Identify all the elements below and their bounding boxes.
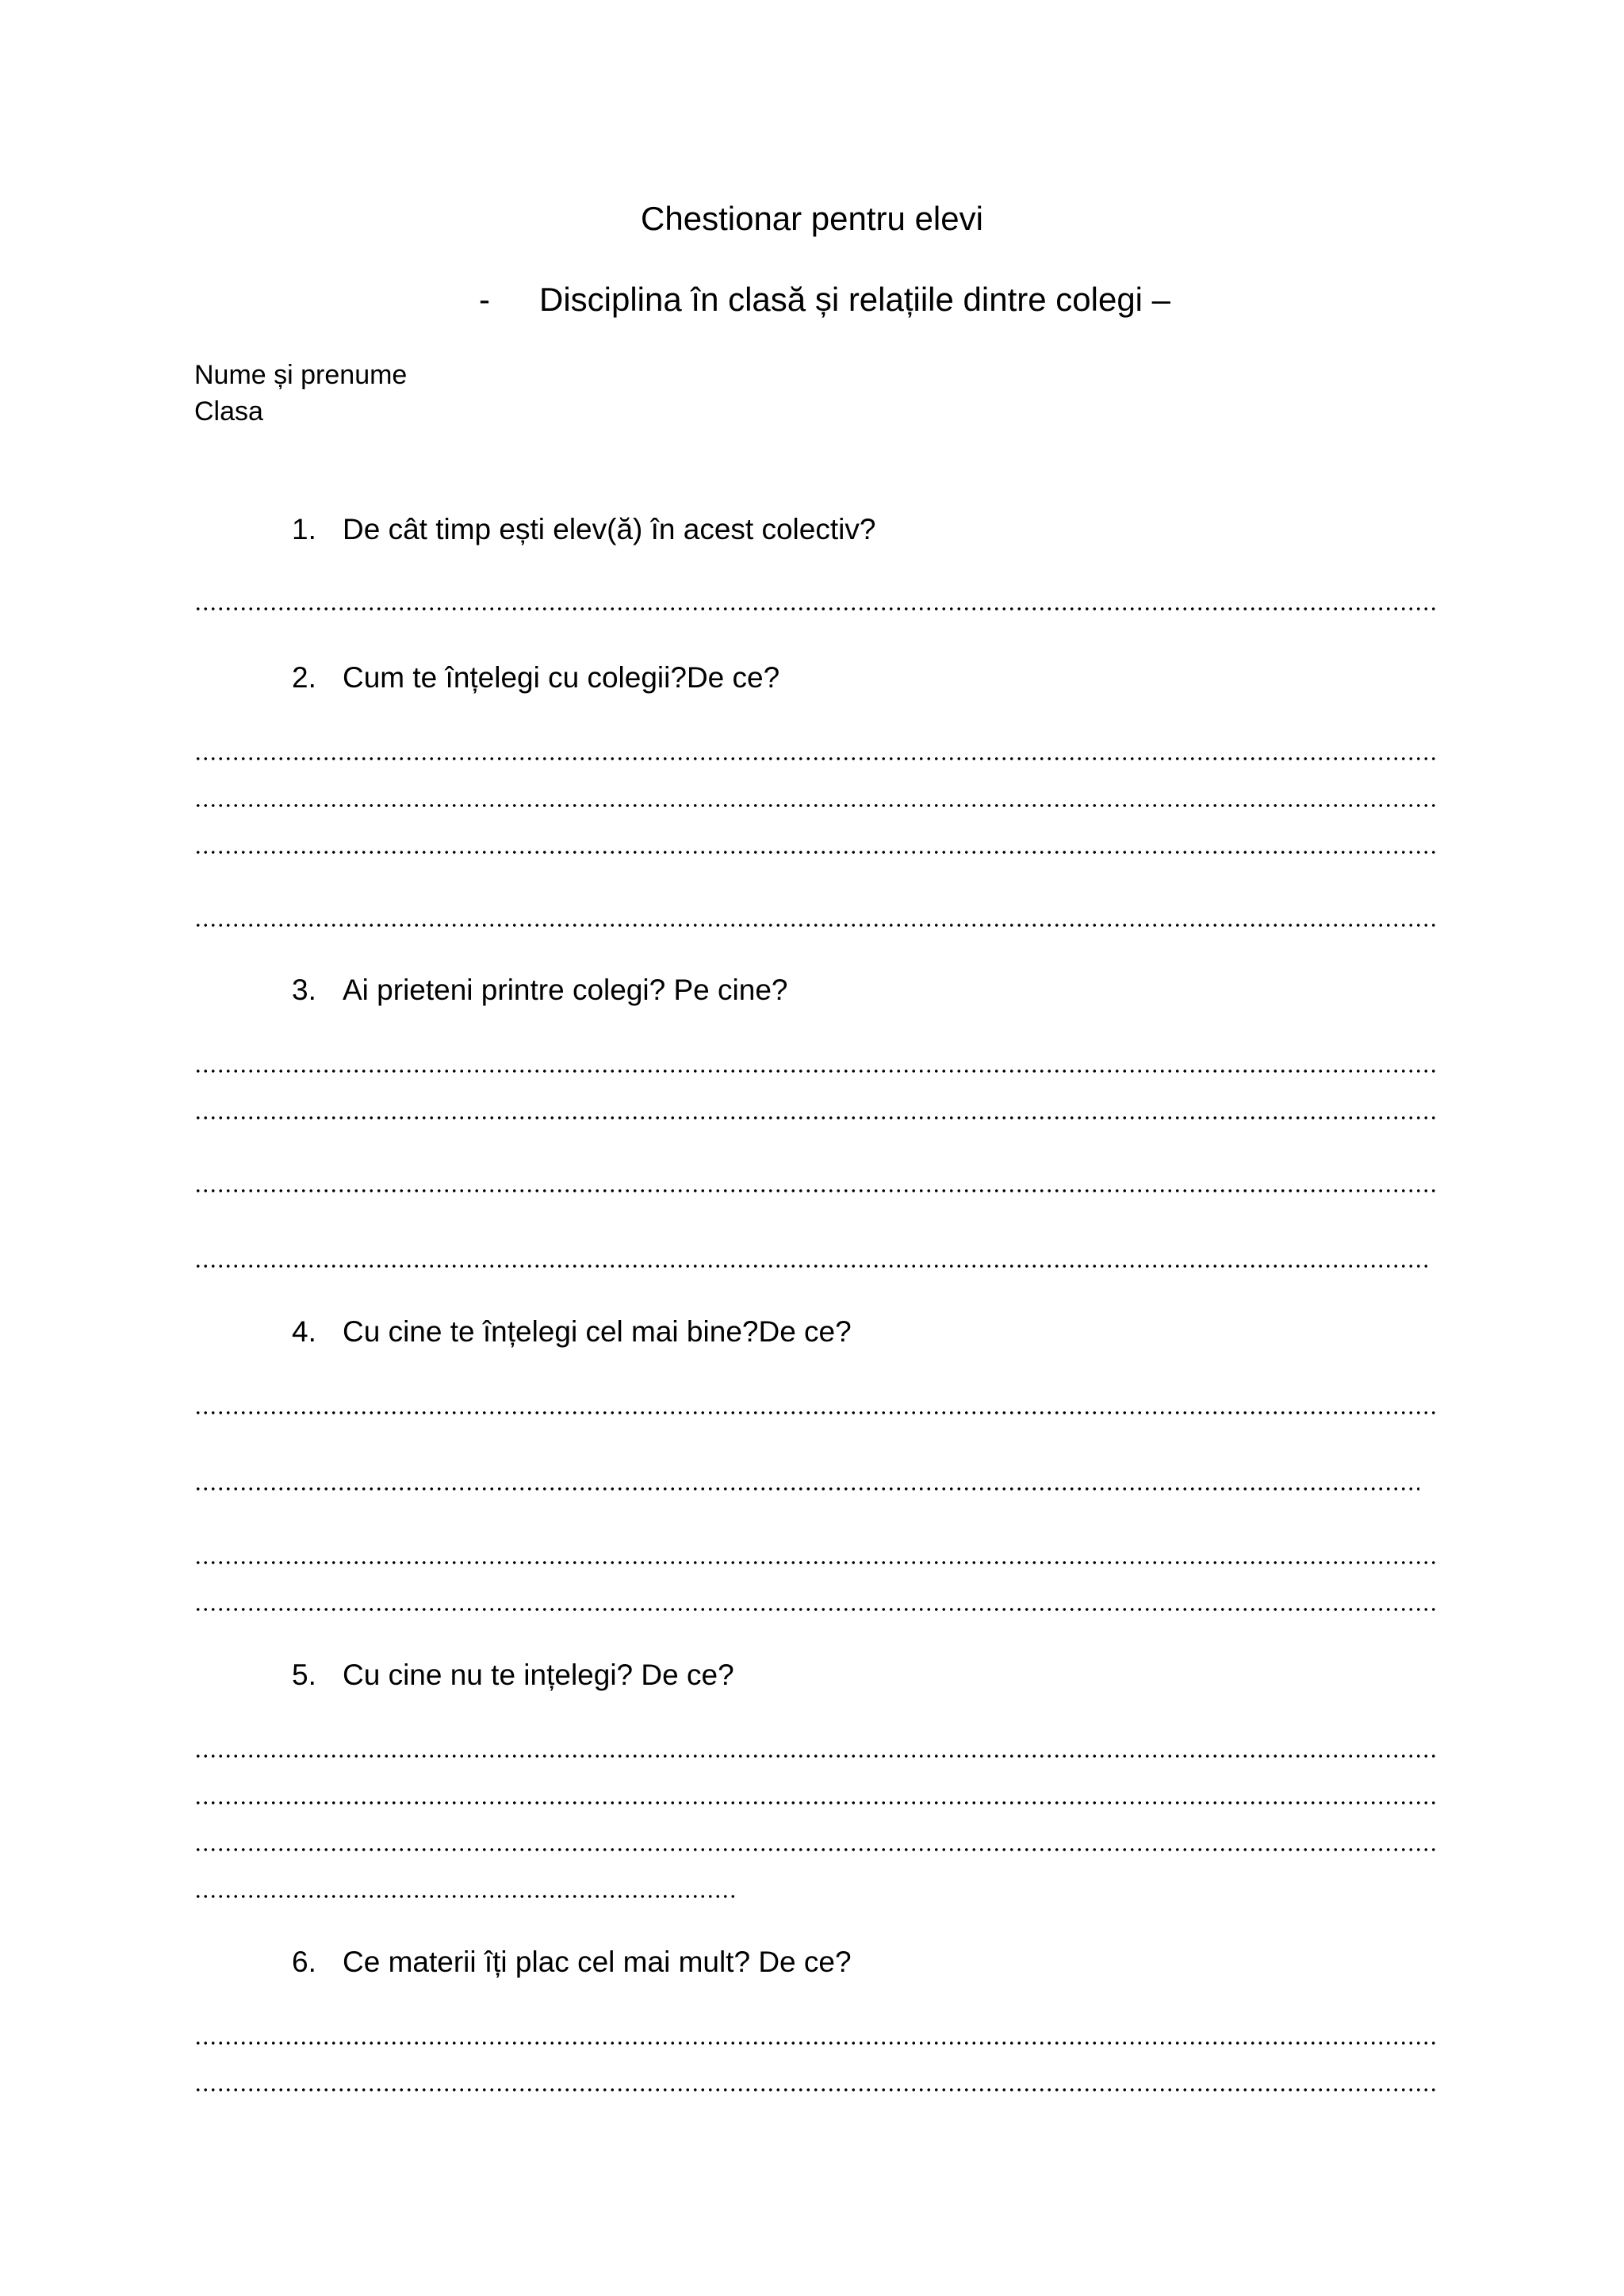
answer-line-2-3[interactable]	[194, 851, 1435, 854]
class-field-label: Clasa	[194, 396, 263, 427]
question-text: De cât timp ești elev(ă) în acest colectiv?	[343, 513, 876, 545]
question-text: Ce materii îți plac cel mai mult? De ce?	[343, 1946, 852, 1978]
answer-line-5-2[interactable]	[194, 1801, 1435, 1804]
answer-line-3-3[interactable]	[194, 1189, 1435, 1192]
answer-line-6-1[interactable]	[194, 2042, 1435, 2045]
answer-line-4-4[interactable]	[194, 1608, 1435, 1611]
answer-line-2-4[interactable]	[194, 924, 1435, 927]
subtitle-text: Disciplina în clasă și relațiile dintre colegi –	[539, 281, 1171, 318]
answer-line-3-4[interactable]	[194, 1265, 1427, 1268]
answer-line-6-2[interactable]	[194, 2088, 1435, 2091]
answer-line-5-4[interactable]	[194, 1895, 736, 1898]
answer-line-2-1[interactable]	[194, 757, 1435, 760]
document-title: Chestionar pentru elevi	[641, 200, 983, 237]
answer-line-2-2[interactable]	[194, 804, 1435, 807]
question-number: 2.	[292, 661, 316, 694]
answer-line-1-1[interactable]	[194, 607, 1435, 610]
question-number: 6.	[292, 1946, 316, 1978]
question-text: Cu cine te înțelegi cel mai bine?De ce?	[343, 1315, 852, 1348]
question-number: 3.	[292, 974, 316, 1006]
question-text: Cu cine nu te ințelegi? De ce?	[343, 1659, 734, 1691]
question-text: Cum te înțelegi cu colegii?De ce?	[343, 661, 780, 694]
answer-line-5-3[interactable]	[194, 1848, 1435, 1851]
answer-line-4-1[interactable]	[194, 1411, 1435, 1414]
question-number: 5.	[292, 1659, 316, 1691]
answer-line-4-3[interactable]	[194, 1561, 1435, 1564]
answer-line-5-1[interactable]	[194, 1755, 1435, 1758]
answer-line-3-2[interactable]	[194, 1116, 1435, 1119]
name-field-label: Nume și prenume	[194, 360, 408, 390]
subtitle-dash: -	[479, 281, 490, 318]
question-number: 1.	[292, 513, 316, 545]
question-number: 4.	[292, 1315, 316, 1348]
answer-line-3-1[interactable]	[194, 1070, 1435, 1073]
question-text: Ai prieteni printre colegi? Pe cine?	[343, 974, 788, 1006]
answer-line-4-2[interactable]	[194, 1487, 1419, 1490]
